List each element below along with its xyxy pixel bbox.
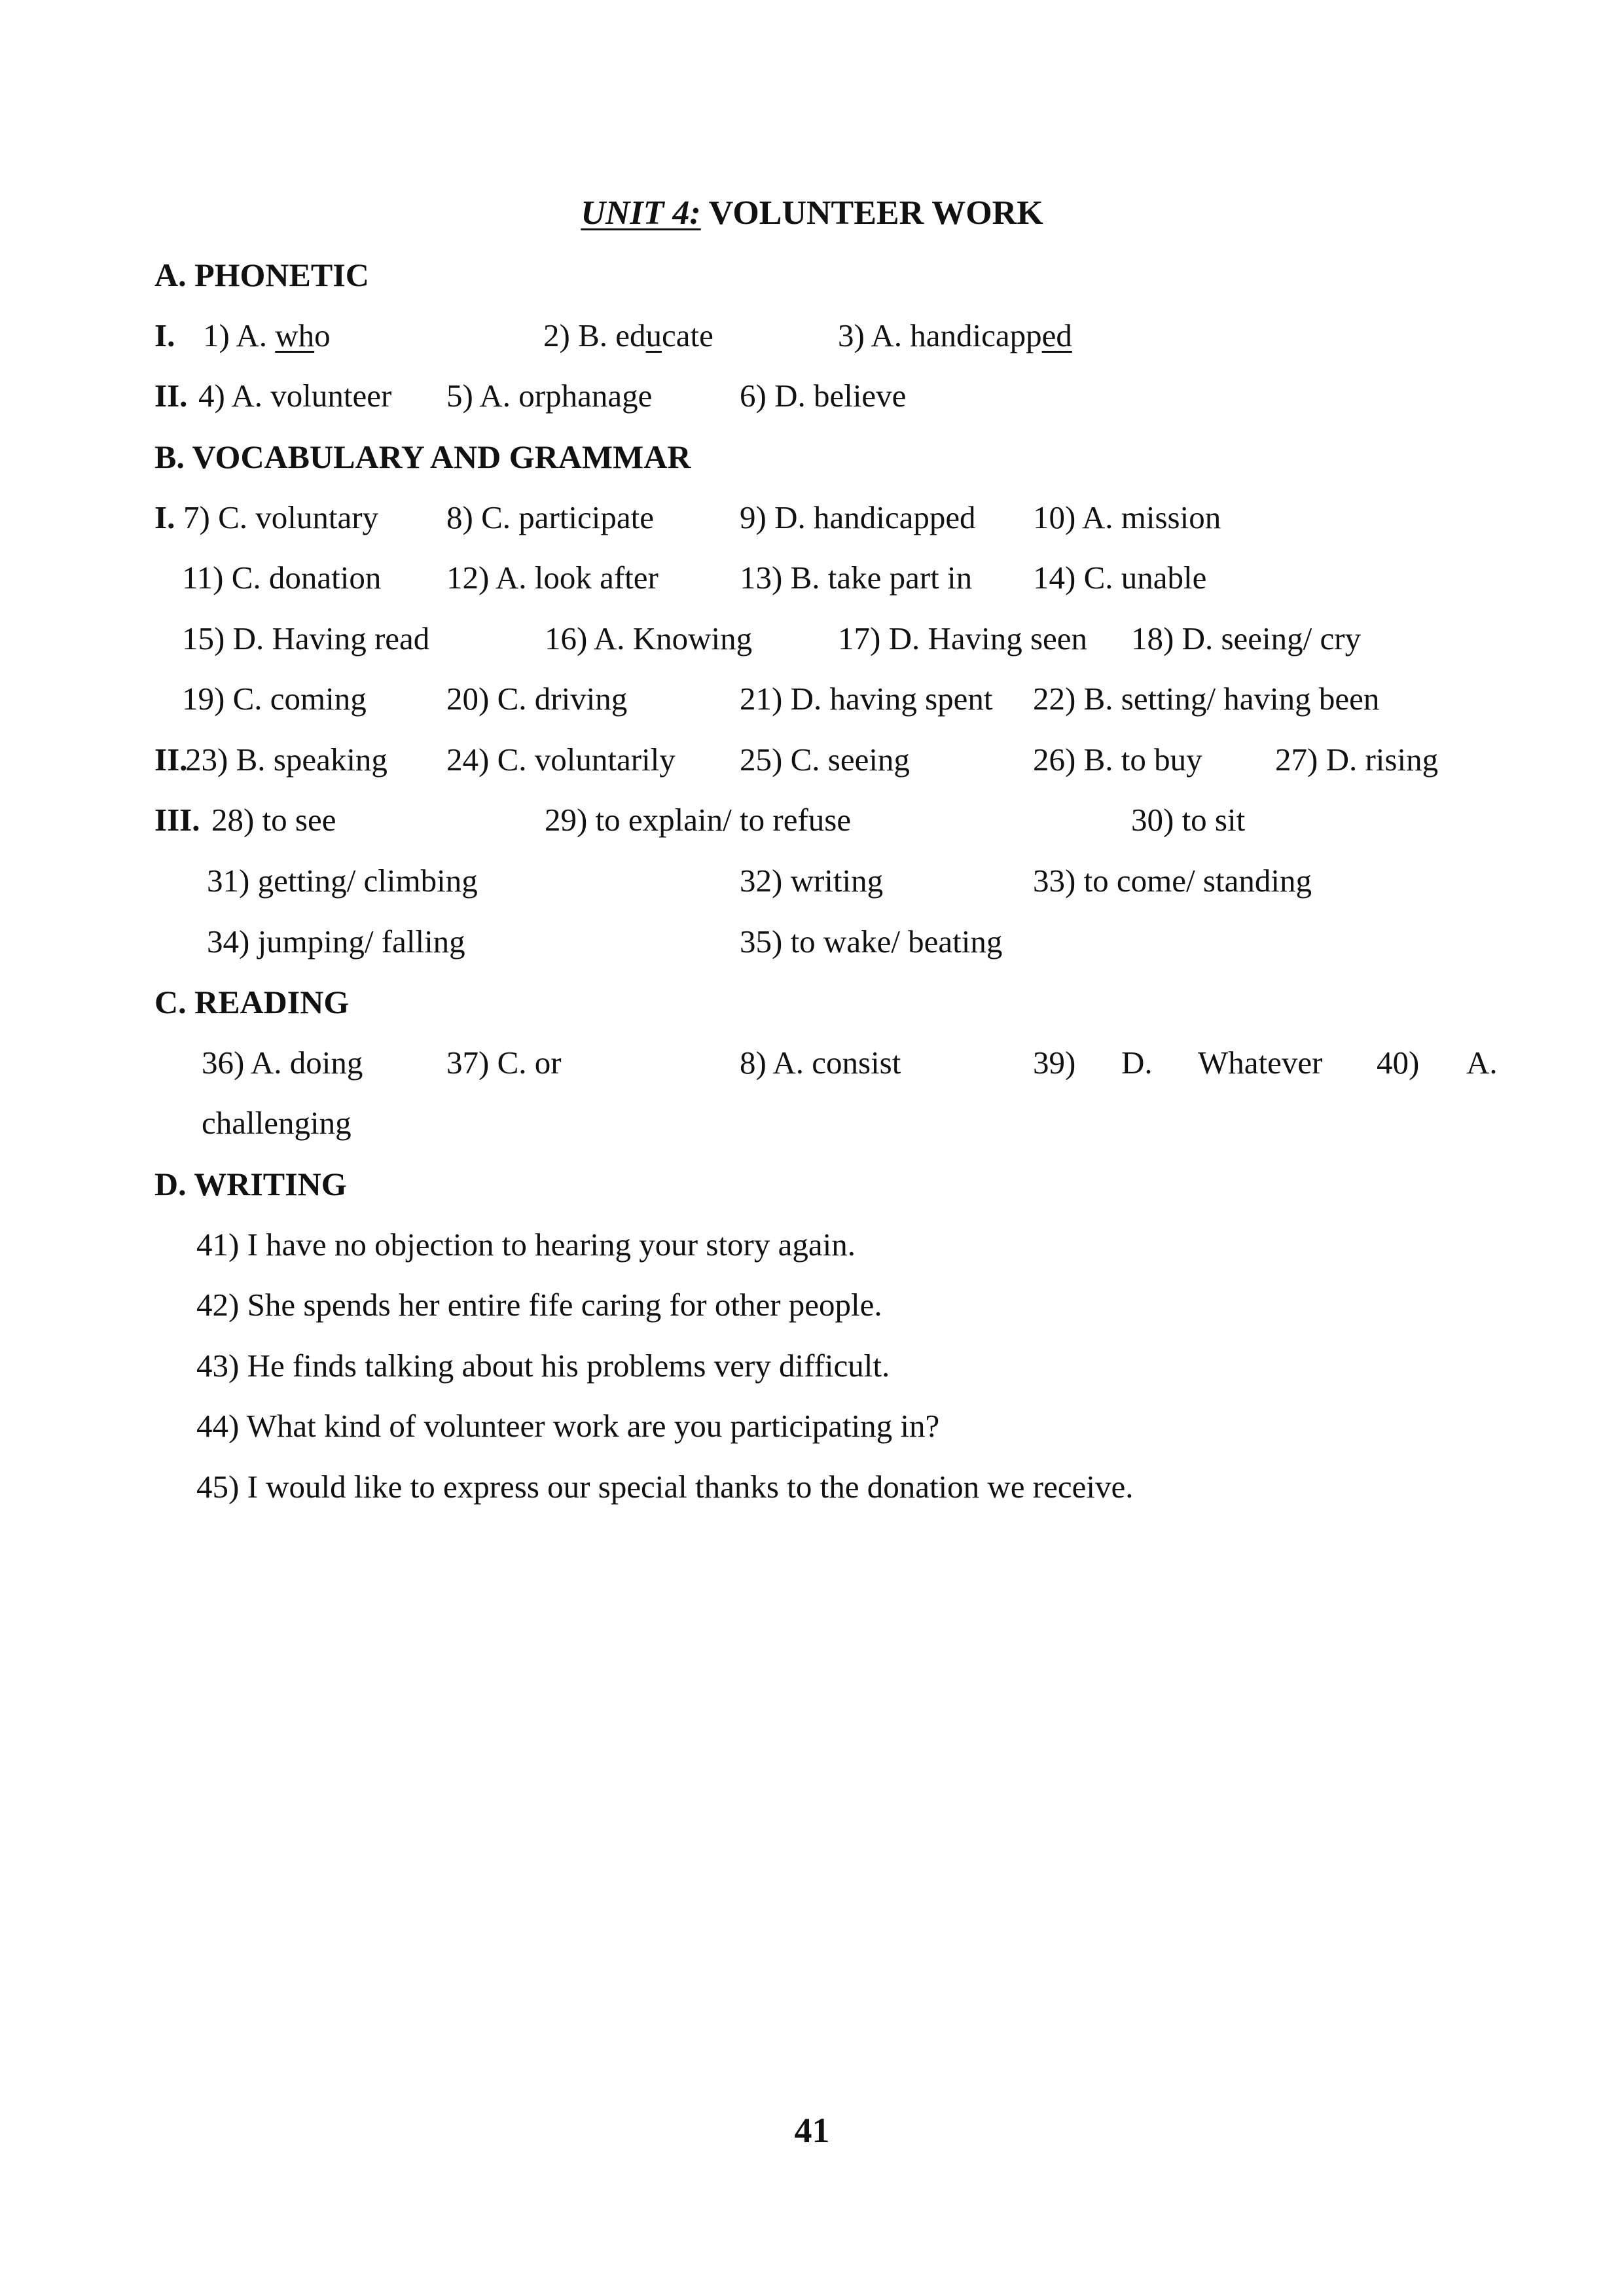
- answer-8: 8) C. participate: [446, 499, 655, 535]
- answer-33: 33) to come/ standing: [1033, 863, 1312, 899]
- section-writing: D. WRITING: [154, 1166, 347, 1202]
- section-phonetic: A. PHONETIC: [154, 257, 369, 293]
- answer-20: 20) C. driving: [446, 681, 628, 717]
- answer-40-letter: A.: [1466, 1045, 1498, 1081]
- answer-12: 12) A. look after: [446, 560, 659, 596]
- answer-32: 32) writing: [740, 863, 884, 899]
- answer-21: 21) D. having spent: [740, 681, 993, 717]
- answer-45: 45) I would like to express our special thanks to the donation we receive.: [196, 1469, 1134, 1505]
- answer-34: 34) jumping/ falling: [207, 924, 465, 960]
- roman-i-phonetic: I.: [154, 317, 175, 353]
- answer-22: 22) B. setting/ having been: [1033, 681, 1380, 717]
- answer-31: 31) getting/ climbing: [207, 863, 478, 899]
- answer-29: 29) to explain/ to refuse: [545, 802, 852, 838]
- unit-label: UNIT 4:: [581, 194, 701, 232]
- section-reading: C. READING: [154, 984, 350, 1020]
- answer-1: 1) A. who: [203, 317, 331, 353]
- answer-16: 16) A. Knowing: [545, 620, 753, 656]
- answer-38: 8) A. consist: [740, 1045, 901, 1081]
- roman-iii-vocab: III.: [154, 802, 200, 838]
- answer-5: 5) A. orphanage: [446, 378, 653, 414]
- answer-39-letter: D.: [1121, 1045, 1153, 1081]
- section-vocabulary-grammar: B. VOCABULARY AND GRAMMAR: [154, 439, 691, 475]
- answer-24: 24) C. voluntarily: [446, 742, 676, 778]
- answer-15: 15) D. Having read: [182, 620, 430, 656]
- answer-28: 28) to see: [211, 802, 336, 838]
- answer-10: 10) A. mission: [1033, 499, 1221, 535]
- answer-14: 14) C. unable: [1033, 560, 1207, 596]
- answer-11: 11) C. donation: [182, 560, 382, 596]
- roman-i-vocab: I.: [154, 499, 175, 535]
- answer-37: 37) C. or: [446, 1045, 562, 1081]
- answer-43: 43) He finds talking about his problems very difficult.: [196, 1348, 890, 1384]
- answer-26: 26) B. to buy: [1033, 742, 1202, 778]
- answer-27: 27) D. rising: [1275, 742, 1439, 778]
- page-number: 41: [794, 2111, 830, 2150]
- answer-36: 36) A. doing: [202, 1045, 363, 1081]
- roman-ii-vocab: II.: [154, 742, 188, 778]
- answer-2: 2) B. educate: [543, 317, 713, 353]
- answer-4: 4) A. volunteer: [198, 378, 392, 414]
- answer-30: 30) to sit: [1131, 802, 1246, 838]
- answer-42: 42) She spends her entire fife caring for other people.: [196, 1287, 882, 1323]
- answer-18: 18) D. seeing/ cry: [1131, 620, 1362, 656]
- answer-44: 44) What kind of volunteer work are you participating in?: [196, 1408, 940, 1444]
- answer-19: 19) C. coming: [182, 681, 367, 717]
- answer-40-number: 40): [1377, 1045, 1420, 1081]
- answer-35: 35) to wake/ beating: [740, 924, 1003, 960]
- answer-23: 23) B. speaking: [185, 742, 388, 778]
- answer-7: 7) C. voluntary: [183, 499, 379, 535]
- answer-39-word: Whatever: [1198, 1045, 1323, 1081]
- unit-title: [0, 196, 1624, 230]
- roman-ii-phonetic: II.: [154, 378, 188, 414]
- answer-6: 6) D. believe: [740, 378, 907, 414]
- answer-39-number: 39): [1033, 1045, 1076, 1081]
- answer-9: 9) D. handicapped: [740, 499, 976, 535]
- answer-17: 17) D. Having seen: [838, 620, 1088, 656]
- answer-25: 25) C. seeing: [740, 742, 910, 778]
- answer-40-word: challenging: [202, 1105, 352, 1141]
- answer-41: 41) I have no objection to hearing your story again.: [196, 1227, 856, 1263]
- unit-topic: VOLUNTEER WORK: [700, 194, 1043, 232]
- answer-13: 13) B. take part in: [740, 560, 973, 596]
- answer-3: 3) A. handicapped: [838, 317, 1072, 353]
